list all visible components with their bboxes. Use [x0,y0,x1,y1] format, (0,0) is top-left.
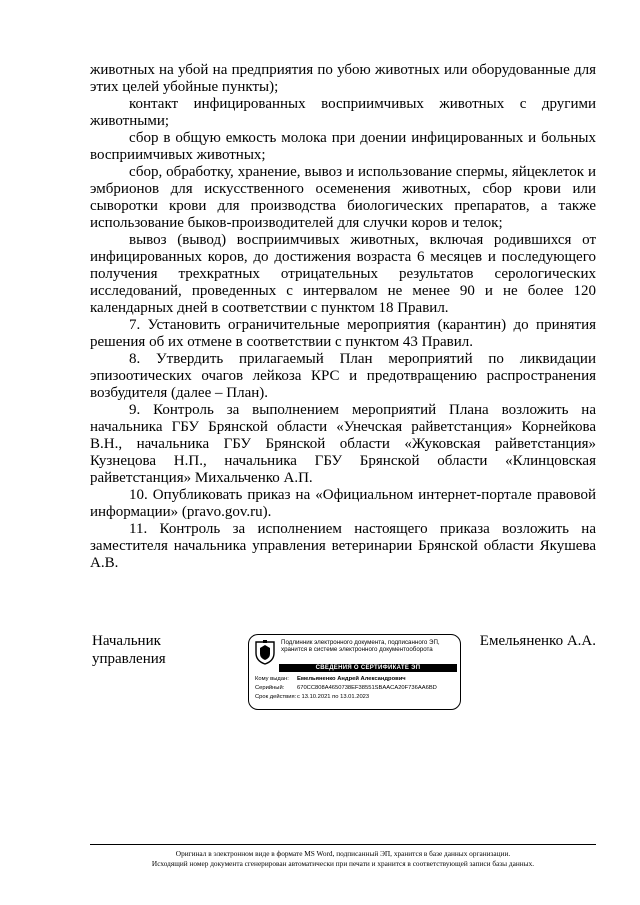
paragraph-item-11: 11. Контроль за исполнением настоящего приказа возложить на заместителя начальника управления ветеринарии Брянской области Якушева А.В. [90,521,596,571]
serial-label: Серийный: [255,685,285,691]
issued-to-value: Емельяненко Андрей Александрович [297,676,406,682]
serial-value: 670CC808A4650738EF38551SBAACA20F736AA6BD [297,685,437,691]
paragraph-contact: контакт инфицированных восприимчивых животных с другими животными; [90,96,596,129]
paragraph-export: вывоз (вывод) восприимчивых животных, включая родившихся от инфицированных коров, до достижения возраста 6 месяцев и последующего получения трехкратных отрицательных результатов серологических исследований, проведенных с интервалом не менее 90 и не более 120 календарных дней в соответствии с пунктом 18 Правил. [90,232,596,316]
stamp-header-line-1: Подлинник электронного документа, подписанного ЭП, [281,639,440,646]
paragraph-sperm: сбор, обработку, хранение, вывоз и использование спермы, яйцеклеток и эмбрионов для искусственного осеменения животных, сбор крови или сыворотки крови для производства биологических препаратов, а также использование быков-производителей для случки коров и телок; [90,164,596,231]
stamp-details [255,675,459,702]
footer-line-1: Оригинал в электронном виде в формате MS Word, подписанный ЭП, хранится в базе данных организации. [175,849,511,858]
paragraph-continuation: животных на убой на предприятия по убою животных или оборудованные для этих целей убойные пункты); [90,62,596,95]
paragraph-milk: сбор в общую емкость молока при доении инфицированных и больных восприимчивых животных; [90,130,596,163]
validity-value: с 13.10.2021 по 13.01.2023 [297,694,370,700]
paragraph-item-10: 10. Опубликовать приказ на «Официальном интернет-портале правовой информации» (pravo.gov.ru). [90,487,596,520]
stamp-row-issued-to [255,675,459,684]
signatory-name: Емельяненко А.А. [479,633,596,649]
stamp-title-bar: СВЕДЕНИЯ О СЕРТИФИКАТЕ ЭП [279,664,457,672]
document-body [90,62,596,572]
stamp-header [281,639,457,653]
paragraph-item-9: 9. Контроль за выполнением мероприятий Плана возложить на начальника ГБУ Брянской области «Унечская райветстанция» Корнейкова В.Н., начальника ГБУ Брянской области «Жуковская райветстанция» Кузнецова Н.П., начальника ГБУ Брянской области «Клинцовская райветстанция» Михальченко А.П. [90,402,596,486]
footer-line-2: Исходящий номер документа сгенерирован автоматически при печати и хранится в соответствующей записи базы данных. [151,859,535,868]
signatory-position [92,632,166,668]
footer-divider [90,844,596,845]
electronic-signature-stamp [248,634,461,710]
position-line-2: управления [92,651,166,667]
stamp-row-serial [255,684,459,693]
stamp-header-line-2: хранится в системе электронного документооборота [281,646,433,653]
paragraph-item-7: 7. Установить ограничительные мероприятия (карантин) до принятия решения об их отмене в соответствии с пунктом 43 Правил. [90,317,596,350]
validity-label: Срок действия: [255,694,297,700]
coat-of-arms-icon [254,639,276,665]
paragraph-item-8: 8. Утвердить прилагаемый План мероприятий по ликвидации эпизоотических очагов лейкоза КРС и предотвращению распространения возбудителя (далее – План). [90,351,596,401]
stamp-row-validity [255,693,459,702]
issued-to-label: Кому выдан: [255,676,289,682]
position-line-1: Начальник [92,633,161,649]
page-footer [90,849,596,869]
